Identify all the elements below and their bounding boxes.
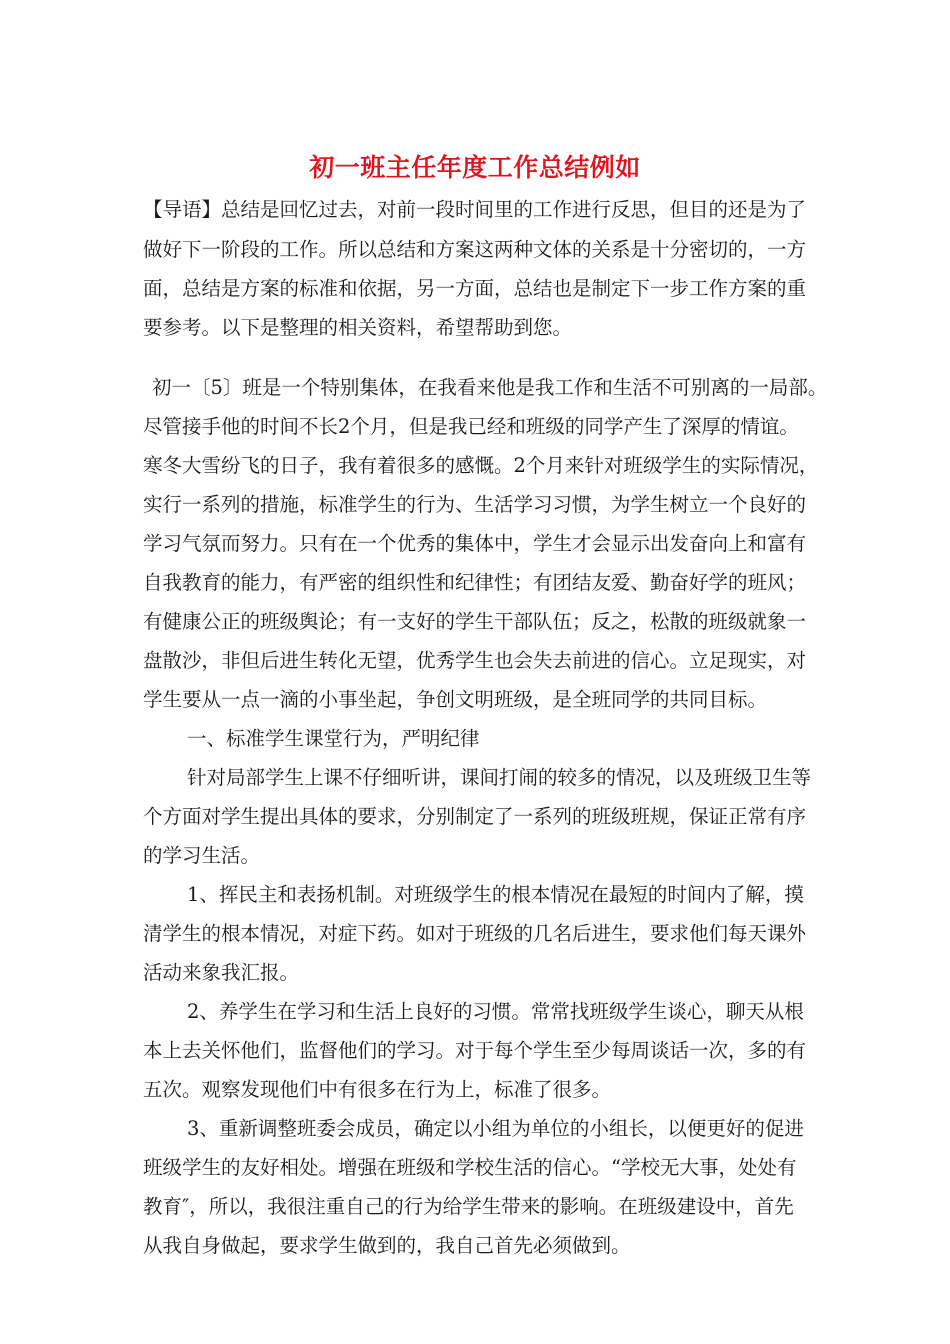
body-line-8: 盘散沙，非但后进生转化无望，优秀学生也会失去前进的信心。立足现实，对	[143, 649, 807, 672]
body-line-4: 实行一系列的措施，标准学生的行为、生活学习习惯，为学生树立一个良好的	[143, 493, 807, 516]
document-title: 初一班主任年度工作总结例如	[309, 153, 641, 182]
body-line-3: 寒冬大雪纷飞的日子，我有着很多的感慨。2个月来针对班级学生的实际情况，	[143, 454, 819, 477]
intro-line-4: 要参考。以下是整理的相关资料，希望帮助到您。	[143, 316, 573, 339]
intro-line-2: 做好下一阶段的工作。所以总结和方案这两种文体的关系是十分密切的，一方	[143, 238, 807, 261]
intro-line-1: 【导语】总结是回忆过去，对前一段时间里的工作进行反思，但目的还是为了	[143, 198, 807, 221]
item-3-line-2: 班级学生的友好相处。增强在班级和学校生活的信心。“学校无大事，处处有	[143, 1156, 797, 1179]
item-1-line-3: 活动来象我汇报。	[143, 961, 300, 984]
body-line-10: 针对局部学生上课不仔细听讲，课间打闹的较多的情况，以及班级卫生等	[187, 766, 812, 789]
body-line-2: 尽管接手他的时间不长2个月，但是我已经和班级的同学产生了深厚的情谊。	[143, 415, 799, 438]
item-2-line-3: 五次。观察发现他们中有很多在行为上，标准了很多。	[143, 1078, 612, 1101]
body-line-7: 有健康公正的班级舆论；有一支好的学生干部队伍；反之，松散的班级就象一	[143, 610, 807, 633]
item-3-line-4: 从我自身做起，要求学生做到的，我自己首先必须做到。	[143, 1234, 631, 1257]
body-line-1: 初一〔5〕班是一个特别集体，在我看来他是我工作和生活不可别离的一局部。	[152, 376, 828, 399]
body-line-12: 的学习生活。	[143, 844, 261, 867]
item-2-line-2: 本上去关怀他们，监督他们的学习。对于每个学生至少每周谈话一次，多的有	[143, 1039, 807, 1062]
body-line-9: 学生要从一点一滴的小事坐起，争创文明班级，是全班同学的共同目标。	[143, 688, 768, 711]
intro-line-3: 面，总结是方案的标准和依据，另一方面，总结也是制定下一步工作方案的重	[143, 277, 807, 300]
item-1-line-1: 1、挥民主和表扬机制。对班级学生的根本情况在最短的时间内了解，摸	[187, 883, 804, 906]
body-line-6: 自我教育的能力，有严密的组织性和纪律性；有团结友爱、勤奋好学的班风；	[143, 571, 807, 594]
body-line-11: 个方面对学生提出具体的要求，分别制定了一系列的班级班规，保证正常有序	[143, 805, 807, 828]
section-heading-1: 一、标准学生课堂行为，严明纪律	[187, 727, 480, 750]
item-1-line-2: 清学生的根本情况，对症下药。如对于班级的几名后进生，要求他们每天课外	[143, 922, 807, 945]
item-3-line-1: 3、重新调整班委会成员，确定以小组为单位的小组长，以便更好的促进	[187, 1117, 804, 1140]
item-2-line-1: 2、养学生在学习和生活上良好的习惯。常常找班级学生谈心，聊天从根	[187, 1000, 804, 1023]
item-3-line-3: 教育″，所以，我很注重自己的行为给学生带来的影响。在班级建设中，首先	[143, 1195, 794, 1218]
body-line-5: 学习气氛而努力。只有在一个优秀的集体中，学生才会显示出发奋向上和富有	[143, 532, 807, 555]
